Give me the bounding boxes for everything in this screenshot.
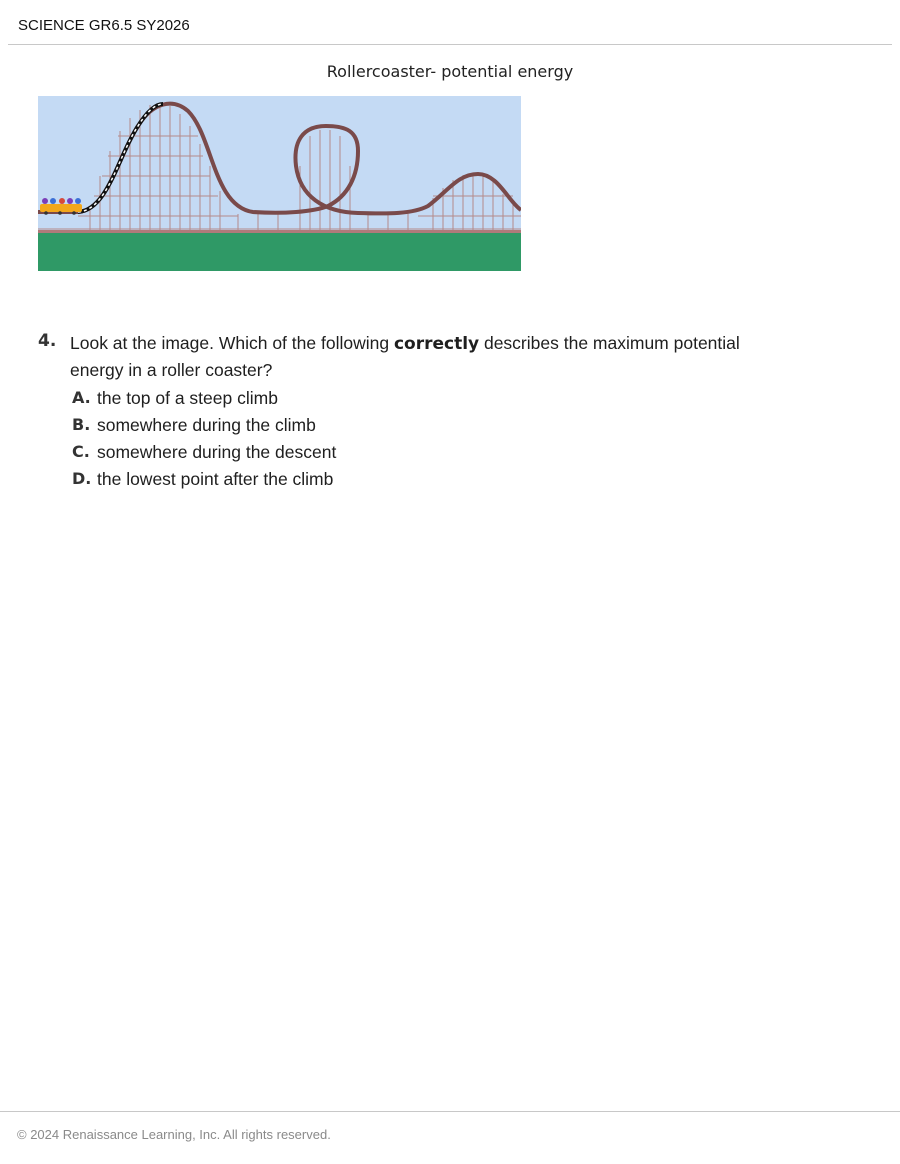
footer-divider [0,1111,900,1112]
choice-letter: D. [72,469,92,488]
header-divider [8,44,892,45]
choice-letter: A. [72,388,91,407]
choice-letter: C. [72,442,90,461]
page-header [0,0,900,45]
choice-c[interactable] [72,440,672,467]
footer-copyright: © 2024 Renaissance Learning, Inc. All rights reserved. [17,1127,331,1142]
choice-text: somewhere during the descent [97,442,337,462]
question-emphasis: correctly [393,334,480,354]
question-stem [70,330,790,383]
choice-text: the top of a steep climb [97,388,278,408]
image-caption: Rollercoaster- potential energy [326,62,574,81]
question-text-after: describes the maximum potential energy in a roller coaster? [70,333,740,380]
choice-b[interactable] [72,413,672,440]
choice-letter: B. [72,415,91,434]
rollercoaster-image [38,96,521,271]
answer-choices [72,386,672,494]
header-title: SCIENCE GR6.5 SY2026 [18,17,190,34]
choice-text: the lowest point after the climb [97,469,334,489]
question-text-before: Look at the image. Which of the following [70,333,394,353]
choice-a[interactable] [72,386,672,413]
choice-text: somewhere during the climb [97,415,316,435]
question-number: 4. [38,331,57,351]
choice-d[interactable] [72,467,672,494]
